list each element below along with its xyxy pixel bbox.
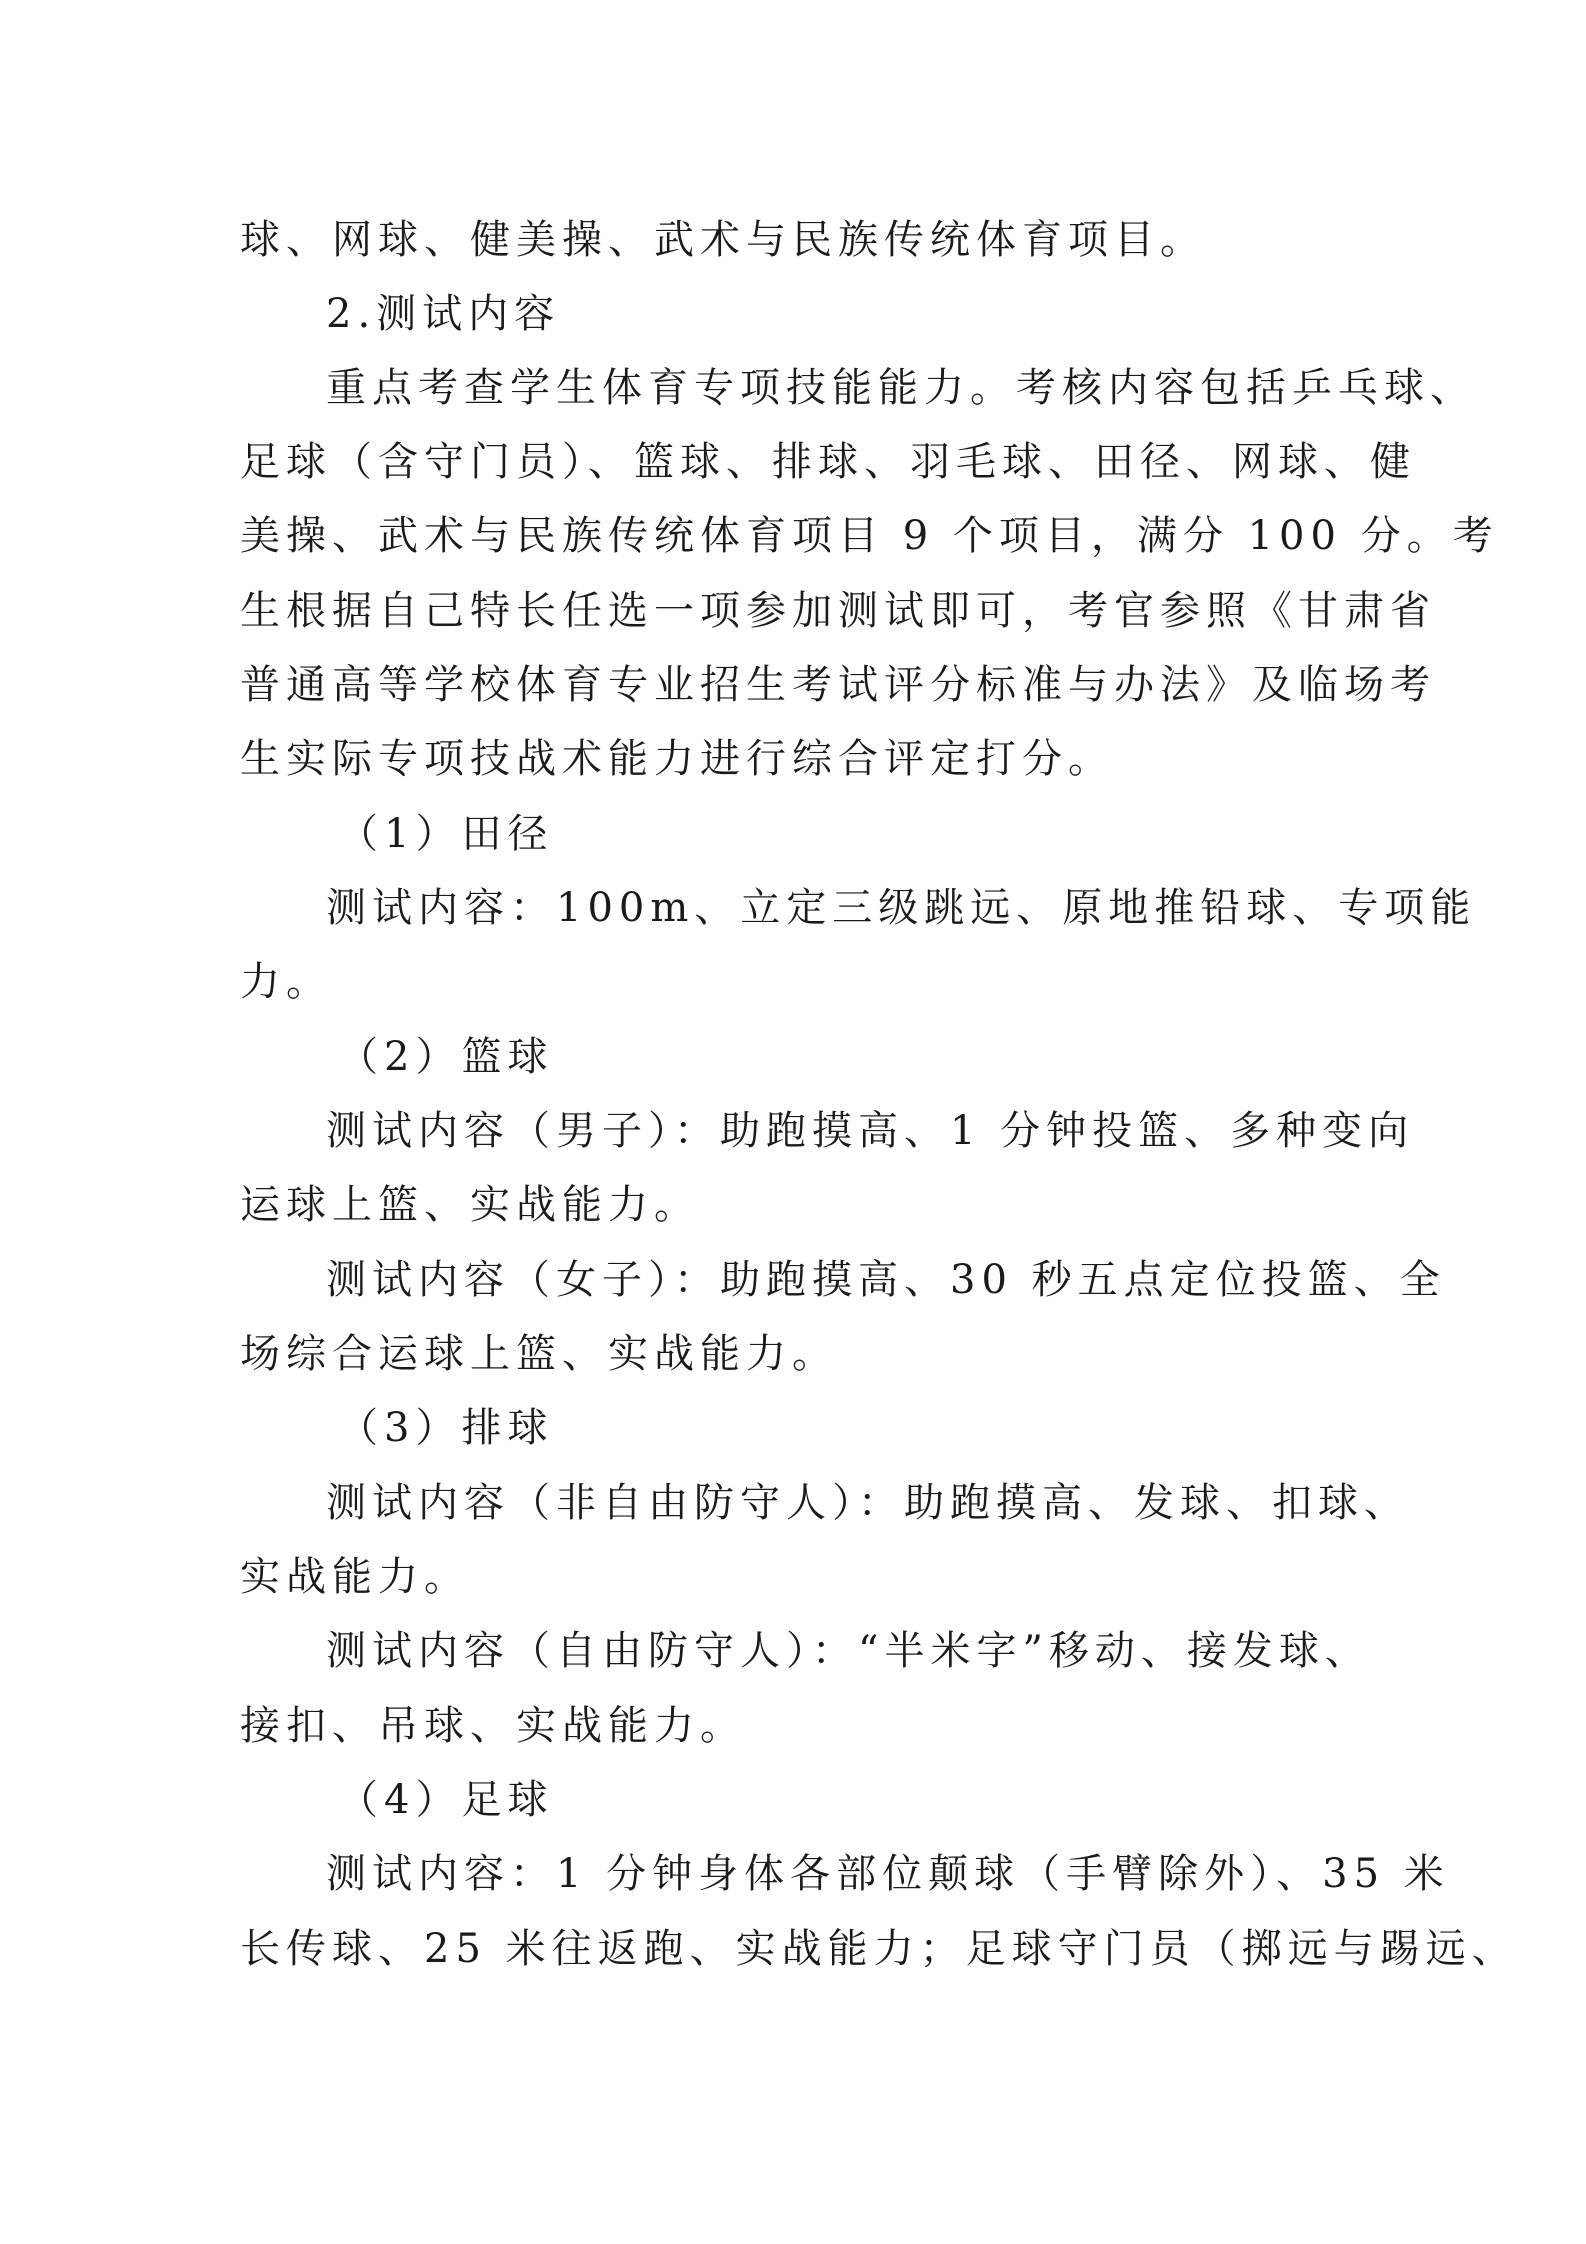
paragraph-line: 生根据自己特长任选一项参加测试即可，考官参照《甘肃省 <box>240 588 1436 634</box>
paragraph-line: 美操、武术与民族传统体育项目 9 个项目，满分 100 分。考 <box>240 513 1499 559</box>
subsection-heading: （4）足球 <box>338 1777 554 1823</box>
section-heading: 2.测试内容 <box>326 291 561 337</box>
paragraph-line: 生实际专项技战术能力进行综合评定打分。 <box>240 736 1114 782</box>
paragraph-line: 球、网球、健美操、武术与民族传统体育项目。 <box>240 217 1206 263</box>
subsection-heading: （3）排球 <box>338 1405 554 1451</box>
paragraph-line: 重点考查学生体育专项技能能力。考核内容包括乒乓球、 <box>326 365 1476 411</box>
subsection-heading: （1）田径 <box>338 811 554 857</box>
paragraph-line: 测试内容（非自由防守人）：助跑摸高、发球、扣球、 <box>326 1480 1410 1526</box>
paragraph-line: 测试内容（女子）：助跑摸高、30 秒五点定位投篮、全 <box>326 1257 1446 1303</box>
paragraph-line: 测试内容：1 分钟身体各部位颠球（手臂除外）、35 米 <box>326 1851 1450 1897</box>
paragraph-line: 接扣、吊球、实战能力。 <box>240 1703 746 1749</box>
paragraph-line: 足球（含守门员）、篮球、排球、羽毛球、田径、网球、健 <box>240 439 1416 485</box>
paragraph-line: 测试内容（自由防守人）：“半米字”移动、接发球、 <box>326 1628 1371 1674</box>
paragraph-line: 运球上篮、实战能力。 <box>240 1182 700 1228</box>
paragraph-line: 实战能力。 <box>240 1554 470 1600</box>
paragraph-line: 长传球、25 米往返跑、实战能力；足球守门员（掷远与踢远、 <box>240 1926 1518 1972</box>
paragraph-line: 测试内容：100m、立定三级跳远、原地推铅球、专项能 <box>326 885 1477 931</box>
paragraph-line: 普通高等学校体育专业招生考试评分标准与办法》及临场考 <box>240 662 1436 708</box>
subsection-heading: （2）篮球 <box>338 1034 554 1080</box>
paragraph-line: 场综合运球上篮、实战能力。 <box>240 1331 838 1377</box>
paragraph-line: 测试内容（男子）：助跑摸高、1 分钟投篮、多种变向 <box>326 1108 1415 1154</box>
paragraph-line: 力。 <box>240 959 332 1005</box>
